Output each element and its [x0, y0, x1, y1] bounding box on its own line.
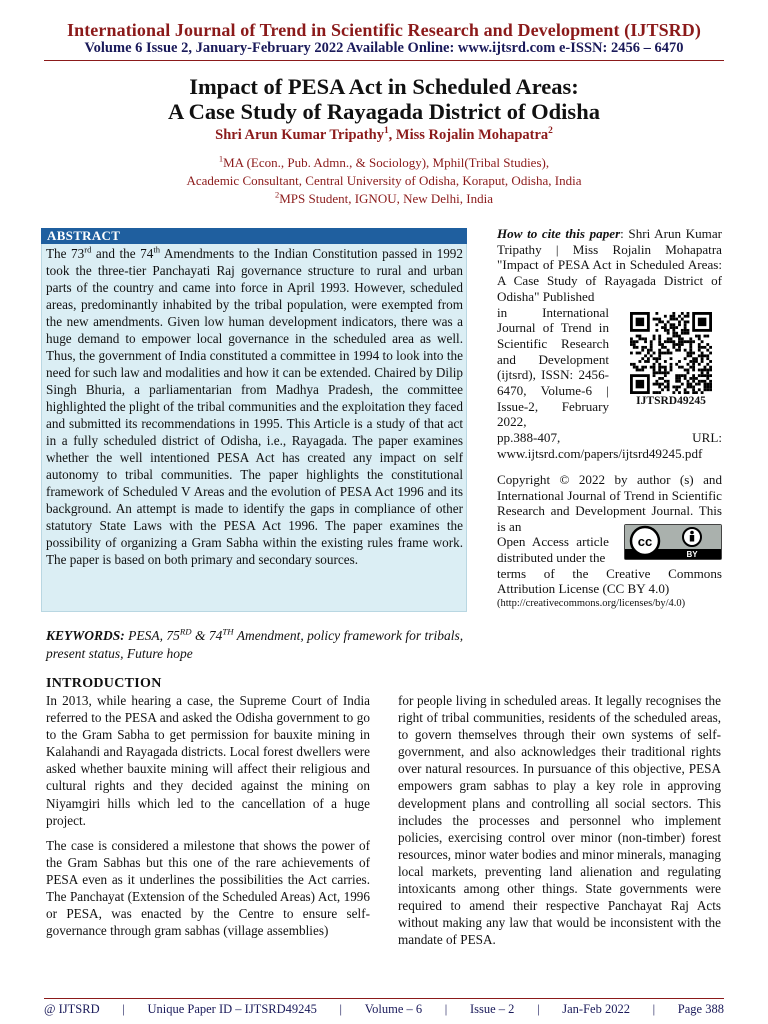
authors: [0, 127, 768, 144]
footer-divider: [44, 998, 724, 999]
affiliation-1-line1: [0, 154, 768, 172]
citation-text-narrow: in International Journal of Trend in Scientific Research and Development (ijtsrd), ISSN: 2456-6470, Volume-6 | Issue-2, February 2022,: [497, 304, 609, 430]
cc-badge-by-text: BY: [686, 550, 698, 559]
affiliation-1-text: MA (Econ., Pub. Admn., & Sociology), Mphil(Tribal Studies),: [223, 155, 550, 170]
affiliation-2: [0, 190, 768, 208]
footer-sep: |: [122, 1002, 125, 1016]
abstract-sup-b: th: [153, 244, 161, 255]
abstract-text-b: and the 74: [91, 246, 154, 261]
keywords-sup-a: RD: [179, 626, 192, 637]
footer-paper-id: Unique Paper ID – IJTSRD49245: [147, 1002, 317, 1016]
citation-text-wide: : Shri Arun Kumar Tripathy | Miss Rojalin Mohapatra "Impact of PESA Act in Scheduled Areas: A Case Study of Rayagada District of Odisha" Published: [497, 226, 722, 304]
keywords-text-c: Amendment, policy framework for tribals, present status, Future hope: [46, 628, 464, 661]
svg-text:cc: cc: [637, 534, 653, 549]
intro-left-column: [46, 692, 370, 947]
citation-label: How to cite this paper: [497, 226, 621, 241]
intro-paragraph-3: for people living in scheduled areas. It legally recognises the right of tribal communities, residents of the scheduled areas, to govern themselves through their own systems of self-government, and also acknowledges their traditional rights over natural resources. In pursuance of this objective, PESA empowers gram sabhas to play a key role in approving development plans and controlling all social sectors. This includes the processes and personnel who implement policies, exercising control over minor (non-timber) forest resources, minor water bodies and minor minerals, managing local markets, preventing land alienation and regulating intoxicants among other things. State governments were required to amend their respective Panchayat Raj Acts without making any law that would be inconsistent with the mandate of PESA.: [398, 693, 721, 948]
abstract-text-a: The 73: [46, 246, 85, 261]
affiliation-2-sup: 2: [275, 189, 280, 200]
journal-issue-line: Volume 6 Issue 2, January-February 2022 Available Online: www.ijtsrd.com e-ISSN: 2456 – 6470: [84, 40, 684, 56]
intro-right-column: [398, 692, 721, 948]
footer-sep: |: [444, 1002, 448, 1016]
copyright-text-wide: Copyright © 2022 by author (s) and International Journal of Trend in Scientific Research and Development Journal. This is an: [497, 472, 722, 534]
cc-by-badge: [624, 524, 722, 560]
author-1: Shri Arun Kumar Tripathy: [215, 127, 384, 143]
author-separator: ,: [388, 127, 396, 143]
introduction-heading: INTRODUCTION: [46, 676, 162, 691]
affiliation-2-text: MPS Student, IGNOU, New Delhi, India: [279, 191, 493, 206]
author-2: Miss Rojalin Mohapatra: [395, 127, 549, 143]
abstract-sup-a: rd: [84, 244, 92, 255]
footer-sep: |: [537, 1002, 540, 1016]
footer-brand: @ IJTSRD: [44, 1002, 100, 1016]
keywords-sup-b: TH: [222, 626, 234, 637]
affiliation-1-line2: Academic Consultant, Central University of Odisha, Koraput, Odisha, India: [186, 173, 582, 188]
author-2-sup: 2: [548, 126, 553, 137]
footer-page-number: Page 388: [677, 1002, 724, 1016]
footer-volume: Volume – 6: [364, 1002, 423, 1016]
page-footer: [44, 1002, 724, 1017]
copyright-text-narrow: Open Access article distributed under the: [497, 534, 609, 565]
affiliation-1-sup: 1: [218, 153, 224, 164]
footer-sep: |: [339, 1002, 343, 1016]
citation-wide: [497, 226, 722, 305]
abstract-text-c: Amendments to the Indian Constitution passed in 1992 took the three-tier Panchayati Raj governance structure to rural and urban parts of the country and came into force in April 1993. However, scheduled areas, predominantly inhabited by the tribal population, were exempted from the new amendments. Given low human development indicators, there was a huge demand to empower local governance in the scheduled area as well. Thus, the government of India constituted a committee in 1994 to look into the need for such law and modalities and how it can be extended. Chaired by Dilip Singh Bhuria, a parliamentarian from Madhya Pradesh, the committee highlighted the plight of the tribal communities and the exploitation they faced and submitted its recommendations in 1995. This Article is a study of that act in a fully scheduled district of Odisha, i.e., Rayagada. The paper examines whether the well intentioned PESA Act has created any impact on self autonomy to tribal communities. The paper highlights the constitutional framework of Scheduled V Areas and the evolution of PESA Act 1996 and its background. An attempt is made to identify the gaps in compliance of other statutory State Laws with the PESA Act 1996. The paper examines the possibility of organizing a Gram Sabha within the existing rules frame work. The paper is based on both primary and secondary sources.: [46, 246, 463, 567]
abstract-text: [46, 245, 463, 568]
abstract-heading: ABSTRACT: [41, 228, 467, 244]
keywords-text-b: & 74: [191, 628, 223, 643]
header-divider: [44, 60, 724, 61]
qr-code-icon: [628, 312, 714, 394]
citation-text-tail: pp.388-407, URL: www.ijtsrd.com/papers/ijtsrd49245.pdf: [497, 430, 722, 461]
license-url: (http://creativecommons.org/licenses/by/4.0): [497, 597, 686, 609]
footer-date: Jan-Feb 2022: [562, 1002, 630, 1016]
paper-title-line1: Impact of PESA Act in Scheduled Areas:: [189, 74, 579, 99]
footer-sep: |: [652, 1002, 656, 1016]
paper-title: [0, 74, 768, 124]
keywords: [46, 627, 476, 663]
journal-title: International Journal of Trend in Scientific Research and Development (IJTSRD): [67, 20, 701, 40]
author-1-sup: 1: [383, 126, 389, 137]
copyright-text-tail: terms of the Creative Commons Attribution License (CC BY 4.0): [497, 565, 722, 597]
keywords-label: KEYWORDS:: [46, 628, 125, 643]
intro-paragraph-1: In 2013, while hearing a case, the Supreme Court of India referred to the PESA and asked the Odisha government to go to the Gram Sabha to get permission for bauxite mining in Kalahandi and Rayagada districts. Local forest dwellers were asked whether bauxite mining will affect their religious and cultural rights and they decided against the mining on Niyamgiri hills which led to the cancellation of a huge project.: [46, 693, 370, 828]
affiliations: [0, 154, 768, 208]
paper-title-line2: A Case Study of Rayagada District of Odisha: [168, 99, 600, 124]
keywords-text-a: PESA, 75: [124, 628, 180, 643]
qr-code-label: IJTSRD49245: [636, 395, 706, 407]
footer-issue: Issue – 2: [469, 1002, 515, 1016]
intro-paragraph-2: The case is considered a milestone that shows the power of the Gram Sabhas but this one of the rare achievements of PESA even as it underlines the possibilities the Act carries. The Panchayat (Extension of the Scheduled Areas) Act, 1996 or PESA, was enacted by the Centre to ensure self-governance through gram sabhas (village assemblies): [46, 837, 370, 939]
